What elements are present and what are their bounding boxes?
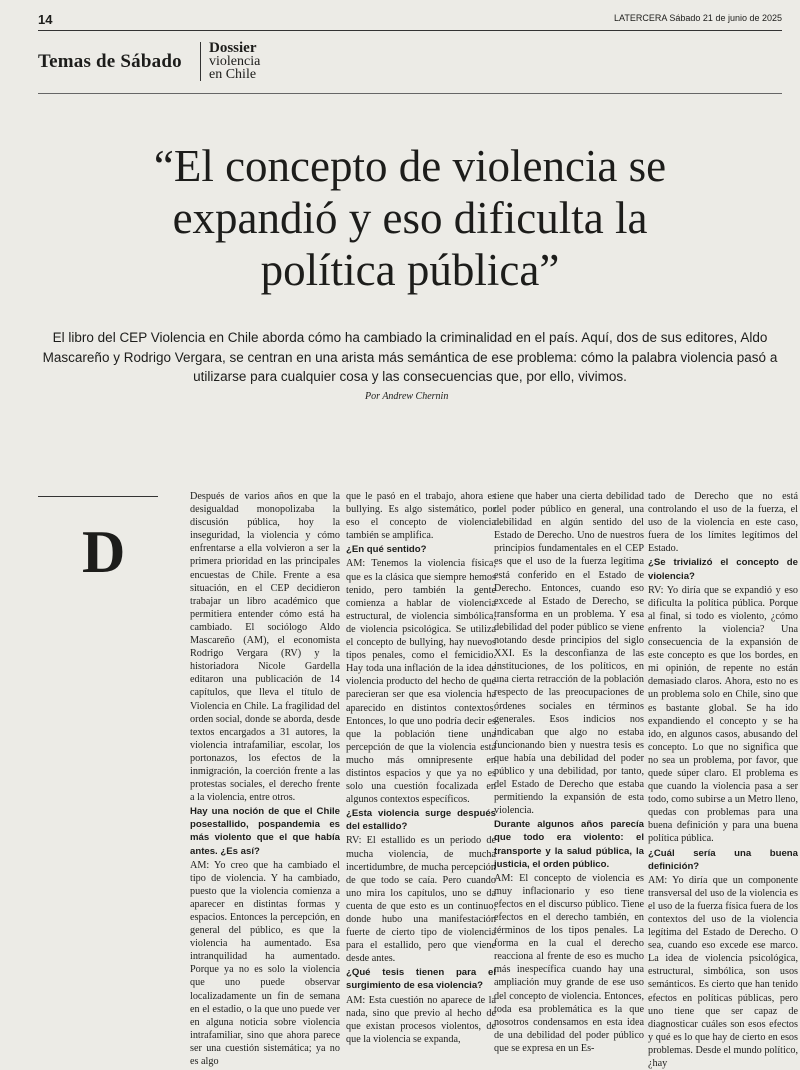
dossier-title: Dossier [209,40,257,56]
page-header [0,0,800,32]
body-paragraph: Después de varios años en que la desigualdad monopolizaba la discusión pública, hoy la inseguridad, la violencia y cómo enfrentarse a ella volvieron a ser la primera prioridad en las principales encuestas de Chile. Frente a esa situación, en el CEP decidieron trabajar un libro académico que permitiera entender cómo está ha cambiado. El sociólogo Aldo Mascareño (AM), el economista Rodrigo Vergara (RV) y la historiadora Nicole Gardella editaron una publicación de 14 capítulos, que lleva el título de Violencia en Chile. La fragilidad del orden social, donde se aborda, desde textos encargados a 31 autores, la violencia intrafamiliar, escolar, los portonazos, los efectos de la inmigración, la coerción frente a las protestas sociales, el derecho frente a la violencia, entre otros. [190,491,340,804]
dossier-subtitle-2: en Chile [209,67,257,82]
headline-line-1: “El concepto de violencia se [153,141,667,191]
section-title: Temas de Sábado [38,51,182,72]
article-column-1 [190,490,340,1068]
page-number: 14 [38,12,53,27]
section-rule [38,93,782,94]
body-paragraph: AM: Esta cuestión no aparece de la nada, sino que previo al hecho de que existan procesos violentos, de que la violencia se expanda, [346,994,496,1045]
header-rule [38,30,782,31]
lede: El libro del CEP Violencia en Chile aborda cómo ha cambiado la criminalidad en el país. Aquí, dos de sus editores, Aldo Mascareño y Rodrigo Vergara, se centran en una arista más semántica de ese problema: cómo la palabra violencia pasó a utilizarse para cualquier cosa y las consecuencias que, por ello, vivimos. [42,330,778,384]
article-column-3 [494,490,644,1054]
article-column-2 [346,490,496,1045]
byline: Por Andrew Chernin [365,391,449,402]
dropcap-rule [38,496,158,497]
body-paragraph: AM: Yo diría que un componente transversal del uso de la violencia es el uso de la fuerza física fuera de los contextos del uso de la violencia legítima del Estado de Derecho. O sea, cuando eso excede ese marco. La idea de violencia psicológica, estructural, simbólica, son usos semánticos. Es cierto que han tenido efectos en políticas públicas, pero uno tiene que ser capaz de diagnosticar cuáles son esos efectos y qué es lo que hay de cierto en esos problemas. Desde el mundo político, ¿hay [648,874,798,1070]
headline-line-2: expandió y eso dificulta la [172,193,648,243]
headline-line-3: política pública” [260,245,560,295]
interview-question: ¿En qué sentido? [346,544,427,556]
interview-question: ¿Esta violencia surge después del estallido? [346,808,496,833]
body-paragraph: RV: El estallido es un periodo de mucha violencia, de mucha incertidumbre, de mucha percepción de que todo se caía. Pero cuando uno mira los capítulos, uno se da cuenta de que esto es un continuo, donde hubo una manifestación fuerte de cierto tipo de violencia para el estallido, pero que viene desde antes. [346,835,496,965]
dossier-label [200,42,260,81]
dropcap: D [82,519,126,585]
body-paragraph: tado de Derecho que no está controlando el uso de la fuerza, el uso de la violencia en este caso, fuera de los límites legítimos del Estado. [648,491,798,555]
interview-question: Durante algunos años parecía que todo era violento: el transporte y la salud pública, la justicia, el orden público. [494,819,644,870]
headline [60,140,760,296]
dossier-subtitle-1: violencia [209,54,261,69]
interview-question: ¿Cuál sería una buena definición? [648,847,798,872]
body-paragraph: AM: Tenemos la violencia física, que es la clásica que siempre hemos tenido, pero también la gente comienza a hablar de violencia estructural, de violencia simbólica, de violencia psicológica. Se utiliza el concepto de bullying, hay nuevos tipos penales, como el femicidio. Hay toda una inflación de la idea de violencia producto del hecho de que parecieran ser que esa violencia ha aparecido en distintos contextos. Entonces, lo que uno podría decir es que la población tiene una percepción de que la violencia está mucho más omnipresente en distintos espacios y que ya no es solo una cuestión focalizada en algunos contextos específicos. [346,558,496,806]
interview-question: Hay una noción de que el Chile posestallido, pospandemia es más violento que el que había antes. ¿Es así? [190,806,340,857]
body-paragraph: RV: Yo diría que se expandió y eso dificulta la política pública. Porque al final, si todo es violento, ¿cómo enfrento la violencia? Una consecuencia de la expansión de este concepto es que los bordes, en mi opinión, de repente no están demasiado claros. Ahora, esto no es un problema solo en Chile, sino que es bastante global. Se ha ido expandiendo el concepto y se ha ido, en algunos casos, abusando del concepto. Lo que no significa que no sea un problema, por favor, que quede súper claro. El problema es que cuando la violencia pasa a ser todo, como subirse a un Metro lleno, quedas con problemas para una buena definición y para una buena política pública. [648,584,798,845]
masthead-date: LATERCERA Sábado 21 de junio de 2025 [614,13,782,23]
article-column-4 [648,490,798,1070]
body-paragraph: AM: Yo creo que ha cambiado el tipo de violencia. Y ha cambiado, puesto que la violencia comienza a aparecer en distintas formas y espacios. Entonces la percepción, en general del público, es que la violencia ha aumentado. Esa intranquilidad ha aumentado. Porque ya no es solo la violencia que uno puede observar localizadamente un fin de semana en el estadio, o la que uno puede ver en alguna noticia sobre violencia intrafamiliar, sino que ahora parece ser una cuestión sistemática; ya no es algo [190,859,340,1068]
interview-question: ¿Qué tesis tienen para el surgimiento de esa violencia? [346,967,496,992]
body-paragraph: tiene que haber una cierta debilidad del poder público en general, una debilidad en algún sentido del Estado de Derecho. Uno de nuestros principios fundamentales en el CEP es que el uso de la fuerza legítima está conferido en el Estado de Derecho. Entonces, cuando eso excede al Estado de Derecho, se transforma en un problema. Y esa debilidad del poder público se viene notando desde principios del siglo XXI. Es la desconfianza de las instituciones, de los políticos, en una cierta retracción de la población respecto de las preocupaciones de órdenes sociales en términos generales. Esos indicios nos indicaban que algo no estaba funcionando bien y nuestra tesis es que había una debilidad del poder público y una debilidad, por tanto, del Estado de Derecho que estaba permitiendo la expansión de esta violencia. [494,491,644,817]
body-paragraph: AM: El concepto de violencia es muy inflacionario y eso tiene efectos en el discurso público. Tiene efectos en el derecho también, en términos de los tipos penales. La forma en la cual el derecho reacciona al frente de eso es mucho más inespecífica cuando hay una ampliación muy grande de ese uso del concepto de violencia. Entonces, toda esa problemática es la que nosotros condensamos en esta idea de una debilidad del poder público que se expresa en un Es- [494,872,644,1054]
body-paragraph: que le pasó en el trabajo, ahora es bullying. Es algo sistemático, por eso el concepto de violencia también se amplifica. [346,491,496,542]
interview-question: ¿Se trivializó el concepto de violencia? [648,557,798,582]
